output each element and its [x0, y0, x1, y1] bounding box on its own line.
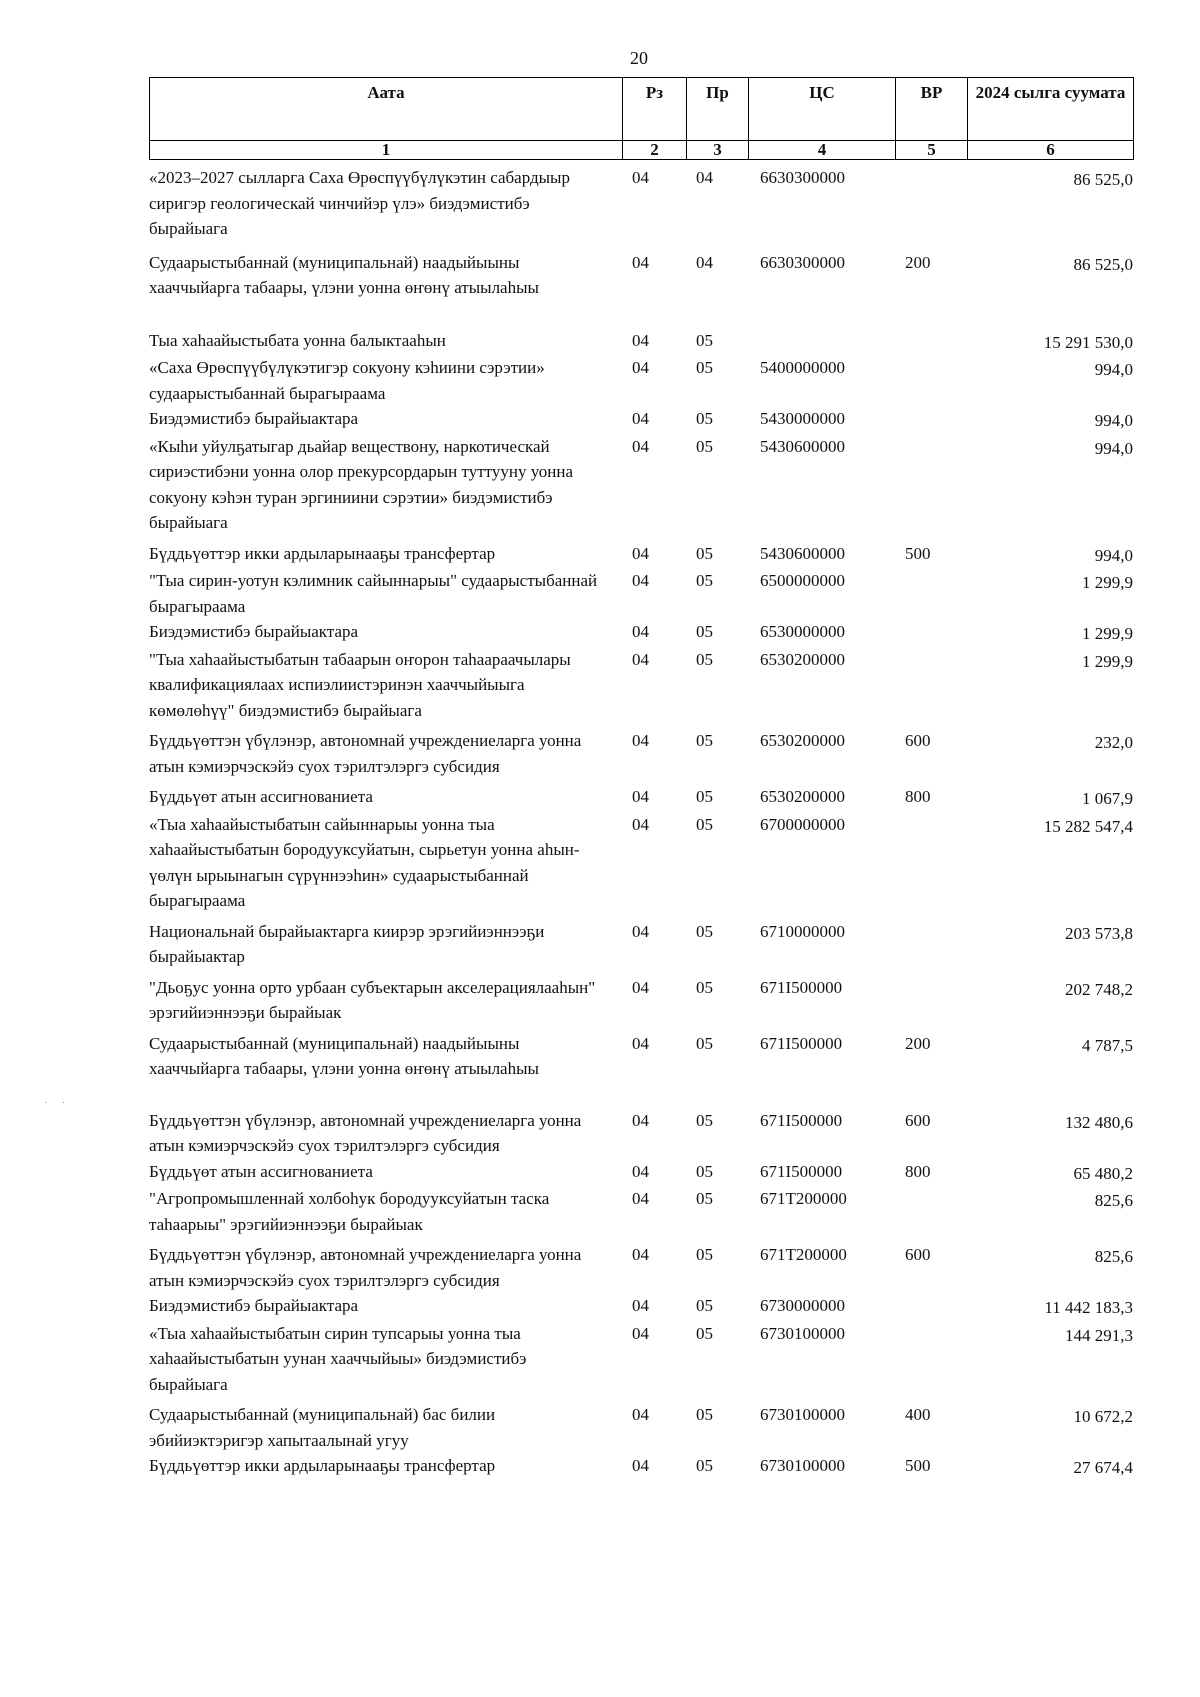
row-cs: 6500000000: [760, 571, 845, 590]
row-cs: 6530000000: [760, 622, 845, 641]
row-cs: 6710000000: [760, 921, 845, 941]
row-cs: 671I500000: [760, 977, 843, 997]
row-name: «2023–2027 сылларга Саха Өрөспүүбүлүкэтин сабардыыр сиригэр геологическай чинчийэр үлэ» биэдэмистибэ бырайыага: [149, 168, 570, 238]
row-pr: 05: [696, 921, 713, 941]
row-rz: 04: [632, 168, 649, 187]
row-sum: 825,6: [1094, 1191, 1133, 1210]
row-vr: 500: [905, 543, 931, 563]
row-name: Бүддьүөт атын ассигнованиета: [149, 1161, 373, 1181]
row-rz: 04: [632, 409, 649, 428]
table-body: [149, 165, 1133, 1481]
row-vr: 200: [905, 1033, 931, 1053]
row-sum: 65 480,2: [1073, 1163, 1133, 1183]
row-vr: 600: [905, 731, 931, 750]
row-sum: 144 291,3: [1065, 1325, 1133, 1345]
table-row: [149, 975, 1133, 1026]
table-row: [149, 355, 1133, 406]
table-row: [149, 165, 1133, 242]
column-number-6: 6: [968, 141, 1134, 160]
row-cs: 6630300000: [760, 168, 845, 187]
column-number-3: 3: [687, 141, 749, 160]
row-pr: 05: [696, 977, 713, 997]
row-rz: 04: [632, 787, 649, 806]
table-row: [149, 1031, 1133, 1082]
row-pr: 05: [696, 409, 713, 428]
row-pr: 05: [696, 1323, 713, 1343]
row-rz: 04: [632, 1161, 649, 1181]
row-sum: 994,0: [1094, 545, 1133, 565]
row-name: Биэдэмистибэ бырайыактара: [149, 622, 359, 641]
row-name: Бүддьүөттэн үбүлэнэр, автономнай учреждениеларга уонна атын кэмиэрчэскэйэ суох тэрилтэлэргэ субсидия: [149, 1110, 582, 1155]
row-pr: 05: [696, 1161, 713, 1181]
row-pr: 05: [696, 436, 713, 456]
row-sum: 202 748,2: [1065, 979, 1133, 999]
row-rz: 04: [632, 252, 649, 272]
scan-speck: · ·: [44, 1098, 72, 1109]
row-sum: 994,0: [1094, 438, 1133, 458]
row-vr: [895, 975, 967, 1026]
column-header-cs: ЦС: [749, 78, 896, 141]
row-vr: [895, 355, 967, 406]
row-cs: 5430600000: [760, 543, 845, 563]
table-row: [149, 647, 1133, 724]
table-row: [149, 919, 1133, 970]
row-sum: 15 282 547,4: [1043, 816, 1133, 836]
row-sum: 132 480,6: [1065, 1112, 1133, 1132]
row-sum: 1 299,9: [1082, 624, 1133, 643]
column-header-pr: Пр: [687, 78, 749, 141]
row-rz: 04: [632, 1456, 649, 1475]
table-row: [149, 1159, 1133, 1187]
row-sum: 86 525,0: [1073, 170, 1133, 189]
row-pr: 05: [696, 1033, 713, 1053]
row-sum: 232,0: [1094, 733, 1133, 752]
row-name: Бүддьүөттэр икки ардыларынааҕы трансфертар: [149, 1456, 496, 1475]
table-row: [149, 812, 1133, 914]
table-row: [149, 434, 1133, 536]
table-row: [149, 1453, 1133, 1481]
row-sum: 10 672,2: [1073, 1407, 1133, 1426]
row-sum: 203 573,8: [1065, 923, 1133, 943]
row-rz: 04: [632, 330, 649, 350]
row-sum: 994,0: [1094, 411, 1133, 430]
row-pr: 05: [696, 731, 713, 750]
row-pr: 05: [696, 1405, 713, 1424]
row-vr: 800: [905, 1161, 931, 1181]
column-header-name: Аата: [150, 78, 623, 141]
row-vr: [895, 165, 967, 242]
row-cs: 671I500000: [760, 1110, 843, 1130]
column-number-2: 2: [623, 141, 687, 160]
row-vr: [895, 919, 967, 970]
table-row: [149, 728, 1133, 779]
row-vr: 600: [905, 1245, 931, 1264]
row-cs: 6630300000: [760, 252, 845, 272]
table-row: [149, 1402, 1133, 1453]
row-vr: 400: [905, 1405, 931, 1424]
row-cs: 6530200000: [760, 649, 845, 669]
row-vr: [895, 568, 967, 619]
column-header-rz: Рз: [623, 78, 687, 141]
row-sum: 11 442 183,3: [1044, 1298, 1133, 1317]
row-pr: 05: [696, 1110, 713, 1130]
row-cs: 671Т200000: [760, 1189, 847, 1208]
row-cs: 6730000000: [760, 1296, 845, 1315]
row-cs: 671Т200000: [760, 1245, 847, 1264]
row-name: Судаарыстыбаннай (муниципальнай) наадыйыыны хааччыйарга табаары, үлэни уонна өҥөнү атыылаһыы: [149, 252, 539, 297]
page-number: 20: [630, 48, 648, 68]
row-name: "Агропромышленнай холбоһук бородууксуйатын таска таһаарыы" эрэгийиэннээҕи бырайыак: [149, 1189, 550, 1234]
row-cs: [748, 328, 895, 356]
row-pr: 05: [696, 358, 713, 377]
row-pr: 05: [696, 330, 713, 350]
table-row: [149, 1186, 1133, 1237]
table-header: [149, 77, 1134, 160]
table-row: [149, 1108, 1133, 1159]
column-header-vr: ВР: [896, 78, 968, 141]
row-name: Судаарыстыбаннай (муниципальнай) наадыйыыны хааччыйарга табаары, үлэни уонна өҥөнү атыылаһыы: [149, 1033, 539, 1078]
row-sum: 1 299,9: [1082, 651, 1133, 671]
row-name: Бүддьүөттэн үбүлэнэр, автономнай учреждениеларга уонна атын кэмиэрчэскэйэ суох тэрилтэлэргэ субсидия: [149, 1245, 582, 1290]
row-sum: 1 067,9: [1082, 789, 1133, 808]
row-rz: 04: [632, 622, 649, 641]
row-cs: 6700000000: [760, 814, 845, 834]
row-pr: 05: [696, 1245, 713, 1264]
row-name: «Тыа хаһаайыстыбатын сайыннарыы уонна тыа хаһаайыстыбатын бородууксуйатын, сырьетун уонна аһын-үөлүн ырыынагын сүрүннээһин» судаарыстыбаннай бырагыраама: [149, 814, 580, 910]
row-rz: 04: [632, 649, 649, 669]
row-cs: 6730100000: [760, 1456, 845, 1475]
row-name: "Тыа хаһаайыстыбатын табаарын оҥорон таһаараачылары квалификациялаах испиэлиистэринэн хааччыйыыга көмөлөһүү" биэдэмистибэ бырайыага: [149, 649, 571, 720]
table-row: [149, 1321, 1133, 1398]
row-pr: 05: [696, 1456, 713, 1475]
column-number-1: 1: [150, 141, 623, 160]
row-pr: 05: [696, 1296, 713, 1315]
row-name: Биэдэмистибэ бырайыактара: [149, 1296, 359, 1315]
row-sum: 86 525,0: [1073, 254, 1133, 274]
row-name: Биэдэмистибэ бырайыактара: [149, 409, 359, 428]
table-row: [149, 568, 1133, 619]
row-pr: 05: [696, 649, 713, 669]
row-cs: 5430000000: [760, 409, 845, 428]
row-pr: 04: [696, 168, 713, 187]
row-name: "Дьоҕус уонна орто урбаан субъектарын акселерациялааһын" эрэгийиэннээҕи бырайыак: [149, 977, 596, 1022]
row-vr: [895, 328, 967, 356]
row-pr: 05: [696, 571, 713, 590]
table-row: [149, 328, 1133, 356]
row-rz: 04: [632, 921, 649, 941]
row-rz: 04: [632, 1033, 649, 1053]
row-pr: 05: [696, 622, 713, 641]
row-pr: 05: [696, 787, 713, 806]
row-vr: 500: [905, 1456, 931, 1475]
row-sum: 1 299,9: [1082, 573, 1133, 592]
row-rz: 04: [632, 436, 649, 456]
row-rz: 04: [632, 1323, 649, 1343]
row-vr: 800: [905, 787, 931, 806]
column-number-5: 5: [896, 141, 968, 160]
row-name: "Тыа сирин-уотун кэлимник сайыннарыы" судаарыстыбаннай бырагыраама: [149, 571, 598, 616]
row-name: Бүддьүөттэн үбүлэнэр, автономнай учреждениеларга уонна атын кэмиэрчэскэйэ суох тэрилтэлэргэ субсидия: [149, 731, 582, 776]
row-pr: 05: [696, 814, 713, 834]
row-rz: 04: [632, 814, 649, 834]
row-rz: 04: [632, 1110, 649, 1130]
row-name: Судаарыстыбаннай (муниципальнай) бас билии эбийиэктэригэр хапытаалынай угуу: [149, 1405, 496, 1450]
row-vr: [895, 1293, 967, 1321]
table-row: [149, 1293, 1133, 1321]
table-row: [149, 619, 1133, 647]
row-rz: 04: [632, 1245, 649, 1264]
row-cs: 6730100000: [760, 1405, 845, 1424]
row-vr: 200: [905, 252, 931, 272]
table-row: [149, 250, 1133, 301]
row-name: Тыа хаһаайыстыбата уонна балыктааһын: [149, 330, 446, 350]
row-vr: [895, 619, 967, 647]
row-vr: [895, 1186, 967, 1237]
row-vr: [895, 1321, 967, 1398]
row-pr: 05: [696, 543, 713, 563]
table-row: [149, 784, 1133, 812]
row-rz: 04: [632, 731, 649, 750]
row-cs: 5400000000: [760, 358, 845, 377]
row-cs: 6730100000: [760, 1323, 845, 1343]
row-sum: 27 674,4: [1073, 1458, 1133, 1477]
table-row: [149, 406, 1133, 434]
row-sum: 825,6: [1094, 1247, 1133, 1266]
row-rz: 04: [632, 1405, 649, 1424]
row-rz: 04: [632, 1296, 649, 1315]
table-row: [149, 541, 1133, 569]
row-cs: 6530200000: [760, 787, 845, 806]
row-pr: 04: [696, 252, 713, 272]
row-sum: 15 291 530,0: [1043, 332, 1133, 352]
row-vr: 600: [905, 1110, 931, 1130]
row-name: «Тыа хаһаайыстыбатын сирин тупсарыы уонна тыа хаһаайыстыбатын уунан хааччыйыы» биэдэмистибэ бырайыага: [149, 1323, 527, 1394]
row-vr: [895, 434, 967, 536]
table-row: [149, 1242, 1133, 1293]
header-number-row: [150, 141, 1134, 160]
row-rz: 04: [632, 977, 649, 997]
row-name: Бүддьүөт атын ассигнованиета: [149, 787, 373, 806]
row-cs: 5430600000: [760, 436, 845, 456]
row-rz: 04: [632, 571, 649, 590]
row-sum: 4 787,5: [1082, 1035, 1133, 1055]
row-rz: 04: [632, 1189, 649, 1208]
row-cs: 6530200000: [760, 731, 845, 750]
row-name: «Кыһи уйулҕатыгар дьайар веществону, наркотическай сириэстибэни уонна олор прекурсордарын туттууну уонна сокуону кэһэн туран эргиниини сэрэтии» биэдэмистибэ бырайыага: [149, 436, 574, 532]
header-row: [150, 78, 1134, 141]
column-number-4: 4: [749, 141, 896, 160]
row-vr: [895, 647, 967, 724]
row-pr: 05: [696, 1189, 713, 1208]
row-rz: 04: [632, 358, 649, 377]
row-vr: [895, 812, 967, 914]
row-cs: 671I500000: [760, 1161, 843, 1181]
row-name: Национальнай бырайыактарга киирэр эрэгийиэннээҕи бырайыактар: [149, 921, 545, 966]
row-sum: 994,0: [1094, 360, 1133, 379]
row-name: «Саха Өрөспүүбүлүкэтигэр сокуону кэһиини сэрэтии» судаарыстыбаннай бырагыраама: [149, 358, 545, 403]
column-header-sum: 2024 сылга суумата: [968, 78, 1134, 141]
row-name: Бүддьүөттэр икки ардыларынааҕы трансфертар: [149, 543, 496, 563]
row-vr: [895, 406, 967, 434]
row-rz: 04: [632, 543, 649, 563]
row-cs: 671I500000: [760, 1033, 843, 1053]
